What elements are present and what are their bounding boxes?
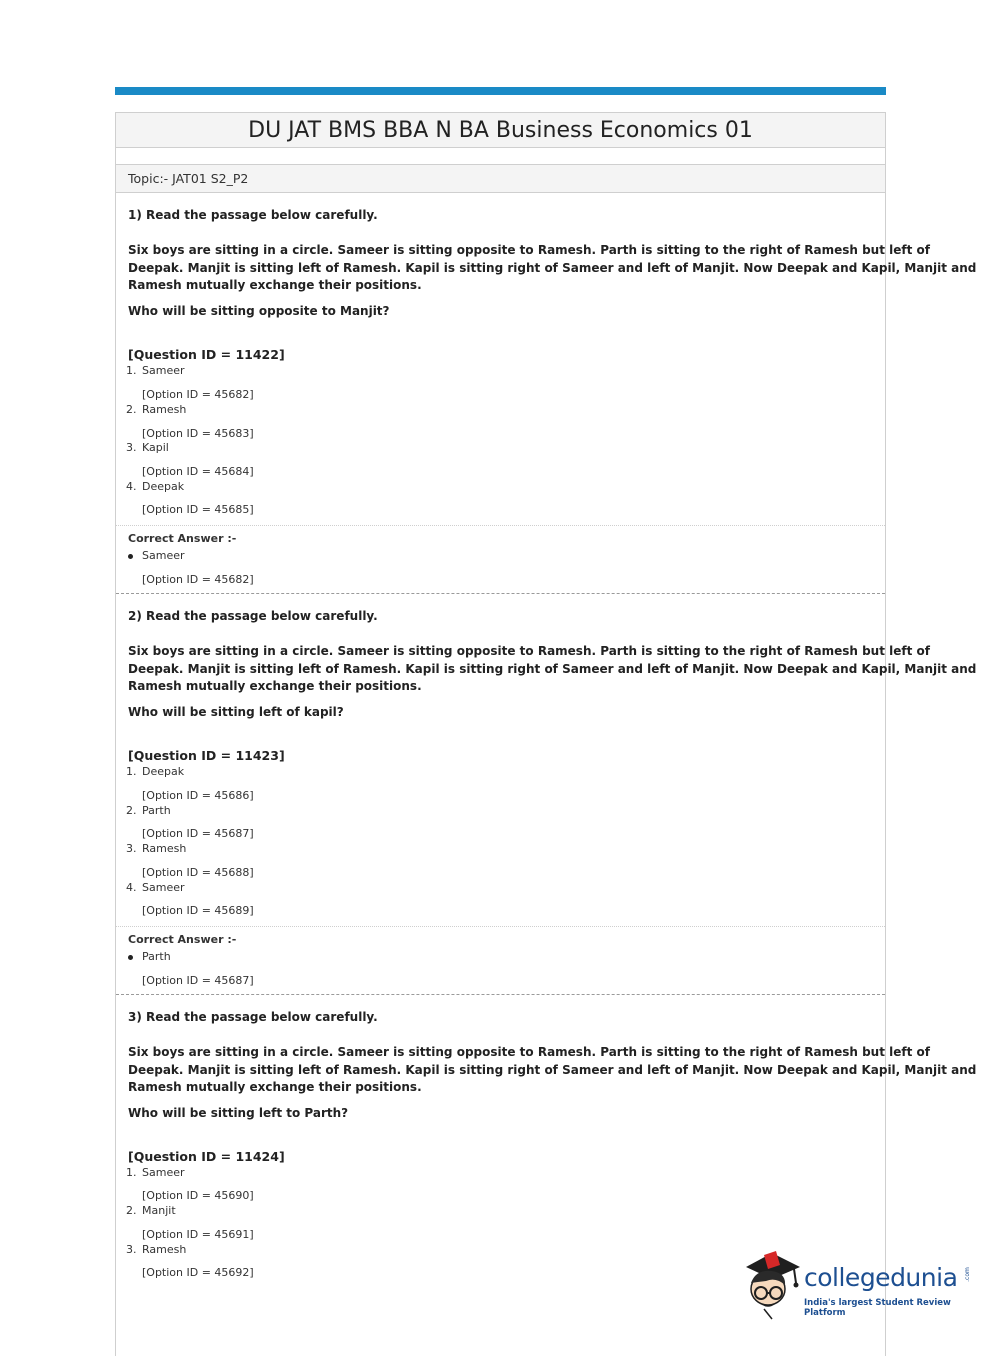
option-label: Sameer <box>142 1166 185 1179</box>
passage-line: Deepak. Manjit is sitting left of Ramesh. Kapil is sitting right of Sameer and left of Manjit. Now Deepak and Kapil, Manjit and <box>128 662 977 676</box>
correct-answer <box>128 549 185 562</box>
option-number: 3. <box>126 842 137 855</box>
divider <box>116 525 885 526</box>
question-prompt: Who will be sitting left of kapil? <box>128 705 344 719</box>
question-id: [Question ID = 11422] <box>128 347 285 362</box>
option-label: Ramesh <box>142 1243 187 1256</box>
question-separator <box>116 593 885 594</box>
question-heading: 2) Read the passage below carefully. <box>128 609 378 623</box>
option-number: 1. <box>126 765 137 778</box>
option-id: [Option ID = 45684] <box>142 465 254 478</box>
collegedunia-logo <box>742 1249 982 1329</box>
option-label: Sameer <box>142 364 185 377</box>
option-number: 2. <box>126 403 137 416</box>
question-id: [Question ID = 11424] <box>128 1149 285 1164</box>
passage-line: Deepak. Manjit is sitting left of Ramesh. Kapil is sitting right of Sameer and left of Manjit. Now Deepak and Kapil, Manjit and <box>128 1063 977 1077</box>
passage-line: Ramesh mutually exchange their positions. <box>128 1080 422 1094</box>
option-label: Deepak <box>142 765 185 778</box>
option-id: [Option ID = 45691] <box>142 1228 254 1241</box>
passage-line: Six boys are sitting in a circle. Sameer is sitting opposite to Ramesh. Parth is sitting to the right of Ramesh but left of <box>128 243 930 257</box>
passage-line: Ramesh mutually exchange their positions. <box>128 278 422 292</box>
bullet-icon <box>128 554 133 559</box>
correct-answer <box>128 950 171 963</box>
option-id: [Option ID = 45688] <box>142 866 254 879</box>
option-label: Kapil <box>142 441 169 454</box>
correct-answer-text: Sameer <box>142 549 185 562</box>
option-id: [Option ID = 45682] <box>142 388 254 401</box>
option-number: 1. <box>126 364 137 377</box>
correct-answer-text: Parth <box>142 950 171 963</box>
correct-answer-label: Correct Answer :- <box>128 933 237 946</box>
passage-line: Ramesh mutually exchange their positions. <box>128 679 422 693</box>
correct-option-id: [Option ID = 45682] <box>142 573 254 586</box>
logo-wordmark: collegedunia <box>804 1263 958 1292</box>
option-label: Sameer <box>142 881 185 894</box>
option-number: 4. <box>126 881 137 894</box>
option-id: [Option ID = 45692] <box>142 1266 254 1279</box>
option-id: [Option ID = 45686] <box>142 789 254 802</box>
passage-line: Six boys are sitting in a circle. Sameer is sitting opposite to Ramesh. Parth is sitting to the right of Ramesh but left of <box>128 1045 930 1059</box>
option-label: Ramesh <box>142 842 187 855</box>
option-number: 2. <box>126 1204 137 1217</box>
mascot-icon <box>742 1249 806 1321</box>
option-label: Manjit <box>142 1204 176 1217</box>
option-number: 3. <box>126 1243 137 1256</box>
option-id: [Option ID = 45689] <box>142 904 254 917</box>
passage-line: Six boys are sitting in a circle. Sameer is sitting opposite to Ramesh. Parth is sitting to the right of Ramesh but left of <box>128 644 930 658</box>
passage-line: Deepak. Manjit is sitting left of Ramesh. Kapil is sitting right of Sameer and left of Manjit. Now Deepak and Kapil, Manjit and <box>128 261 977 275</box>
option-id: [Option ID = 45690] <box>142 1189 254 1202</box>
logo-suffix: .com <box>963 1267 971 1282</box>
document-title: DU JAT BMS BBA N BA Business Economics 01 <box>116 112 885 148</box>
question-prompt: Who will be sitting left to Parth? <box>128 1106 349 1120</box>
option-label: Parth <box>142 804 171 817</box>
spacer-row <box>116 148 885 165</box>
correct-answer-label: Correct Answer :- <box>128 532 237 545</box>
option-label: Ramesh <box>142 403 187 416</box>
option-id: [Option ID = 45685] <box>142 503 254 516</box>
correct-option-id: [Option ID = 45687] <box>142 974 254 987</box>
option-id: [Option ID = 45683] <box>142 427 254 440</box>
divider <box>116 926 885 927</box>
question-heading: 3) Read the passage below carefully. <box>128 1010 378 1024</box>
question-separator <box>116 994 885 995</box>
topic-label: Topic:- JAT01 S2_P2 <box>116 165 885 193</box>
logo-tagline: India's largest Student Review Platform <box>804 1298 951 1318</box>
option-label: Deepak <box>142 480 185 493</box>
top-accent-bar <box>115 87 886 95</box>
question-heading: 1) Read the passage below carefully. <box>128 208 378 222</box>
option-number: 1. <box>126 1166 137 1179</box>
bullet-icon <box>128 955 133 960</box>
option-id: [Option ID = 45687] <box>142 827 254 840</box>
question-prompt: Who will be sitting opposite to Manjit? <box>128 304 390 318</box>
question-id: [Question ID = 11423] <box>128 748 285 763</box>
option-number: 3. <box>126 441 137 454</box>
option-number: 4. <box>126 480 137 493</box>
option-number: 2. <box>126 804 137 817</box>
